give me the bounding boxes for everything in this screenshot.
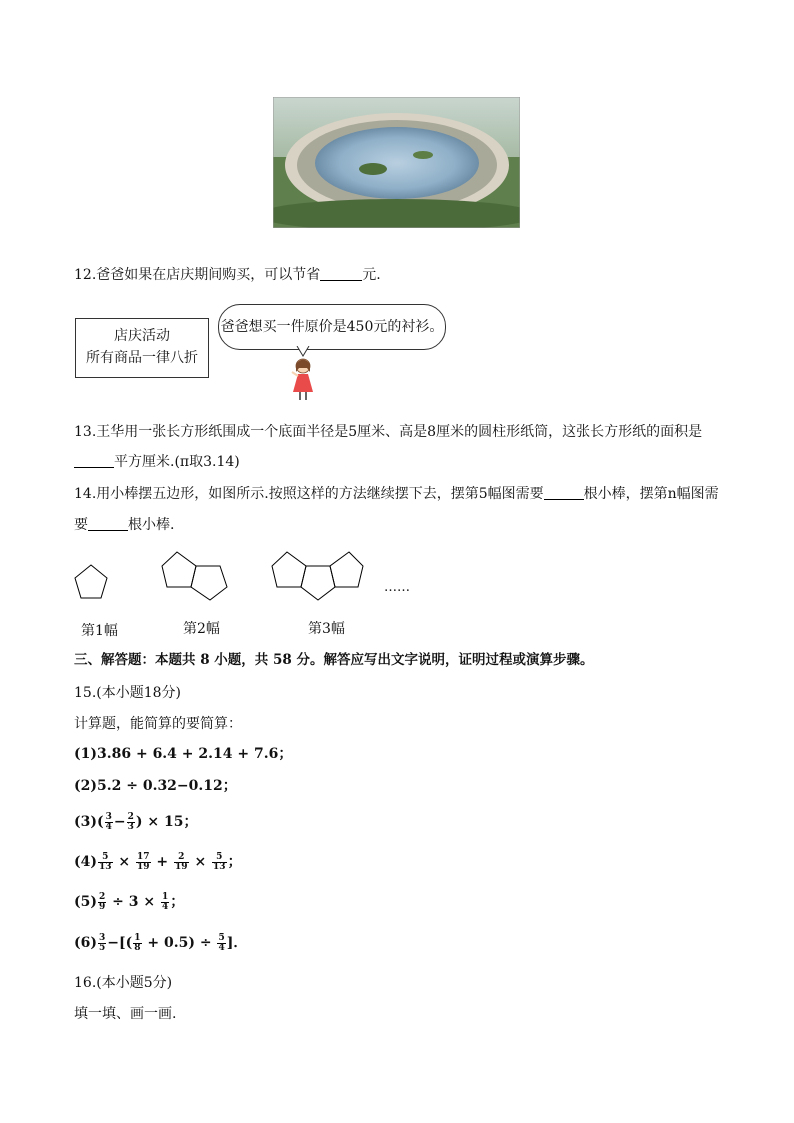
- shop-promo-line2: 所有商品一律八折: [86, 350, 198, 366]
- question-13-line2: [74, 452, 240, 472]
- q12-answer-blank[interactable]: [320, 266, 362, 281]
- question-16-instruction: 填一填、画一画.: [74, 1006, 177, 1022]
- aerial-photo: [273, 97, 520, 228]
- figure2-pentagon-right: [191, 566, 227, 600]
- q15-part3-frac1: $\frac{3}{4}$: [105, 811, 112, 832]
- figure-label-3: 第3幅: [308, 621, 345, 637]
- q13-text: 平方厘米.(π取3.14): [114, 454, 240, 470]
- figure3-pentagon-middle: [301, 566, 335, 600]
- figure3-pentagon-left: [272, 552, 306, 587]
- figure-ellipsis: ……: [384, 580, 410, 595]
- figure3-pentagon-right: [330, 552, 363, 587]
- question-14-line1: [74, 484, 719, 504]
- q15-part5: (5) $\frac{2}{9}$ ÷ 3 × $\frac{1}{4}$ ；: [74, 891, 185, 912]
- q12-text-after: 元.: [362, 267, 381, 283]
- q14-part3: 要: [74, 517, 88, 533]
- q15-part3-prefix: (3)(: [74, 814, 104, 830]
- figure1-pentagon: [75, 565, 107, 598]
- figure-label-2: 第2幅: [183, 621, 220, 637]
- q15-part1: (1)3.86 + 6.4 + 2.14 + 7.6；: [74, 746, 293, 762]
- q13-answer-blank[interactable]: [74, 453, 114, 468]
- q15-part3-suffix: ) × 15；: [135, 814, 198, 830]
- figure-label-1: 第1幅: [81, 623, 118, 639]
- question-12: [74, 265, 381, 285]
- q15-part3: [74, 812, 197, 832]
- q12-text: 12.爸爸如果在店庆期间购买，可以节省: [74, 267, 321, 283]
- q14-part1: 14.用小棒摆五边形，如图所示.按照这样的方法继续摆下去，摆第5幅图需要: [74, 486, 544, 502]
- speech-bubble: 爸爸想买一件原价是450元的衬衫。: [218, 304, 446, 350]
- q15-part4: (4) $\frac{5}{13}$ × $\frac{17}{19}$ + $\frac{2}{19}$ × $\frac{5}{13}$ ；: [74, 851, 242, 872]
- question-15-header: 15.(本小题18分): [74, 685, 182, 701]
- q14-part2: 根小棒，摆第n幅图需: [583, 486, 719, 502]
- shop-promo-box: [75, 318, 209, 378]
- q14-answer-blank-2[interactable]: [88, 516, 128, 531]
- girl-illustration: [283, 346, 323, 402]
- shop-promo-line1: 店庆活动: [114, 328, 170, 344]
- q14-part4: 根小棒.: [128, 517, 175, 533]
- question-13-line1: 13.王华用一张长方形纸围成一个底面半径是5厘米、高是8厘米的圆柱形纸筒，这张长方形纸的面积是: [74, 424, 703, 440]
- section-3-heading: 三、解答题：本题共 8 小题，共 58 分。解答应写出文字说明，证明过程或演算步骤。: [74, 652, 594, 668]
- figure2-pentagon-left: [162, 552, 196, 587]
- q15-part3-minus: −: [113, 814, 126, 830]
- question-15-instruction: 计算题，能简算的要简算：: [74, 716, 242, 732]
- pentagon-figures: [70, 545, 420, 607]
- question-16-header: 16.(本小题5分): [74, 975, 173, 991]
- q15-part3-frac2: $\frac{2}{3}$: [127, 811, 134, 832]
- q14-answer-blank-1[interactable]: [544, 485, 584, 500]
- q15-part6: (6) $\frac{3}{5}$ −[( $\frac{1}{8}$ + 0.5) ÷ $\frac{5}{4}$ ]．: [74, 932, 248, 953]
- question-14-line2: [74, 515, 174, 535]
- q15-part2: (2)5.2 ÷ 0.32−0.12；: [74, 778, 237, 794]
